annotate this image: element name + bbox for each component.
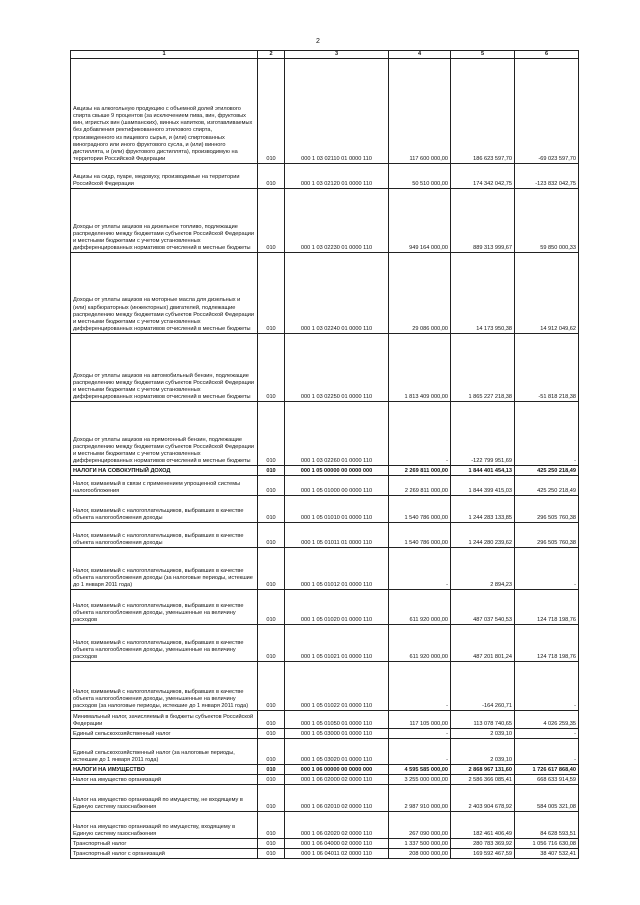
row-approved-amount: - <box>389 729 451 739</box>
row-unexecuted-amount: 1 056 716 630,08 <box>515 839 579 849</box>
row-line-code: 010 <box>258 334 285 402</box>
row-executed-amount: 186 623 597,70 <box>451 59 515 164</box>
row-executed-amount: 1 244 280 239,62 <box>451 523 515 548</box>
row-unexecuted-amount: - <box>515 548 579 590</box>
row-name: Налог, взимаемый с налогоплательщиков, выбравших в качестве объекта налогообложения доходы, уменьшенные на величину расходов (за налоговые периоды, истекшие до 1 января 2011 года) <box>71 662 258 711</box>
row-line-code: 010 <box>258 59 285 164</box>
table-row <box>71 476 579 496</box>
row-line-code: 010 <box>258 839 285 849</box>
row-approved-amount: - <box>389 662 451 711</box>
page-number: 2 <box>316 38 320 45</box>
row-unexecuted-amount: - <box>515 739 579 765</box>
row-budget-code: 000 1 03 02240 01 0000 110 <box>285 253 389 334</box>
row-line-code: 010 <box>258 739 285 765</box>
row-approved-amount: 208 000 000,00 <box>389 849 451 859</box>
table-row <box>71 523 579 548</box>
row-unexecuted-amount: 59 850 000,33 <box>515 189 579 253</box>
revenue-table <box>70 50 579 859</box>
row-budget-code: 000 1 06 04011 02 0000 110 <box>285 849 389 859</box>
row-executed-amount: 1 244 283 133,85 <box>451 496 515 523</box>
row-name: Налог, взимаемый в связи с применением упрощенной системы налогообложения <box>71 476 258 496</box>
row-approved-amount: 4 595 585 000,00 <box>389 765 451 775</box>
row-unexecuted-amount: 296 505 760,38 <box>515 523 579 548</box>
row-budget-code: 000 1 05 01020 01 0000 110 <box>285 590 389 625</box>
row-name: Доходы от уплаты акцизов на моторные масла для дизельных и (или) карбюраторных (инжекторных) двигателей, подлежащие распределению между бюджетами субъектов Российской Федерации и местными бюджетами с учетом установленных дифференцированных нормативов отчислений в местные бюджеты <box>71 253 258 334</box>
table-row <box>71 590 579 625</box>
table-row <box>71 548 579 590</box>
row-unexecuted-amount: 584 005 321,08 <box>515 785 579 812</box>
row-name: Минимальный налог, зачисляемый в бюджеты субъектов Российской Федерации <box>71 711 258 729</box>
row-line-code: 010 <box>258 548 285 590</box>
row-unexecuted-amount: 84 628 593,51 <box>515 812 579 839</box>
row-unexecuted-amount: - <box>515 729 579 739</box>
row-name: Налог на имущество организаций по имуществу, не входящему в Единую систему газоснабжения <box>71 785 258 812</box>
row-executed-amount: 2 403 904 678,92 <box>451 785 515 812</box>
row-budget-code: 000 1 06 04000 02 0000 110 <box>285 839 389 849</box>
row-budget-code: 000 1 06 00000 00 0000 000 <box>285 765 389 775</box>
row-name: Доходы от уплаты акцизов на автомобильный бензин, подлежащие распределению между бюджетами субъектов Российской Федерации и местными бюджетами с учетом установленных дифференцированных нормативов отчислений в местные бюджеты <box>71 334 258 402</box>
row-approved-amount: 1 813 409 000,00 <box>389 334 451 402</box>
row-executed-amount: 280 783 369,92 <box>451 839 515 849</box>
row-unexecuted-amount: -123 832 042,75 <box>515 164 579 189</box>
row-budget-code: 000 1 03 02110 01 0000 110 <box>285 59 389 164</box>
row-budget-code: 000 1 05 01012 01 0000 110 <box>285 548 389 590</box>
table-row <box>71 739 579 765</box>
row-approved-amount: 29 086 000,00 <box>389 253 451 334</box>
row-unexecuted-amount: 1 726 617 868,40 <box>515 765 579 775</box>
row-unexecuted-amount: 425 250 218,49 <box>515 466 579 476</box>
row-approved-amount: 50 510 000,00 <box>389 164 451 189</box>
row-name: Акцизы на сидр, пуаре, медовуху, производимые на территории Российской Федерации <box>71 164 258 189</box>
row-approved-amount: - <box>389 548 451 590</box>
table-row <box>71 812 579 839</box>
table-row <box>71 466 579 476</box>
row-budget-code: 000 1 05 03020 01 0000 110 <box>285 739 389 765</box>
table-row <box>71 59 579 164</box>
row-line-code: 010 <box>258 812 285 839</box>
column-header: 2 <box>258 51 285 59</box>
row-name: Доходы от уплаты акцизов на дизельное топливо, подлежащие распределению между бюджетами субъектов Российской Федерации и местными бюджетами с учетом установленных дифференцированных нормативов отчислений в местные бюджеты <box>71 189 258 253</box>
row-line-code: 010 <box>258 785 285 812</box>
row-budget-code: 000 1 06 02000 02 0000 110 <box>285 775 389 785</box>
row-unexecuted-amount: -69 023 597,70 <box>515 59 579 164</box>
row-line-code: 010 <box>258 711 285 729</box>
row-budget-code: 000 1 06 02020 02 0000 110 <box>285 812 389 839</box>
row-budget-code: 000 1 05 00000 00 0000 000 <box>285 466 389 476</box>
row-budget-code: 000 1 03 02230 01 0000 110 <box>285 189 389 253</box>
row-executed-amount: 487 201 801,24 <box>451 625 515 662</box>
row-name: Налог, взимаемый с налогоплательщиков, выбравших в качестве объекта налогообложения доходы <box>71 523 258 548</box>
row-unexecuted-amount: 425 250 218,49 <box>515 476 579 496</box>
row-executed-amount: 487 037 540,53 <box>451 590 515 625</box>
row-unexecuted-amount: 14 912 049,62 <box>515 253 579 334</box>
row-unexecuted-amount: - <box>515 662 579 711</box>
row-line-code: 010 <box>258 662 285 711</box>
row-budget-code: 000 1 06 02010 02 0000 110 <box>285 785 389 812</box>
row-unexecuted-amount: 668 633 914,59 <box>515 775 579 785</box>
table-row <box>71 785 579 812</box>
row-name: НАЛОГИ НА ИМУЩЕСТВО <box>71 765 258 775</box>
row-approved-amount: 2 269 811 000,00 <box>389 476 451 496</box>
row-line-code: 010 <box>258 164 285 189</box>
table-row <box>71 775 579 785</box>
row-budget-code: 000 1 05 01050 01 0000 110 <box>285 711 389 729</box>
row-name: Доходы от уплаты акцизов на прямогонный бензин, подлежащие распределению между бюджетами субъектов Российской Федерации и местными бюджетами с учетом установленных дифференцированных нормативов отчислений в местные бюджеты <box>71 402 258 466</box>
row-approved-amount: 117 105 000,00 <box>389 711 451 729</box>
row-approved-amount: 949 164 000,00 <box>389 189 451 253</box>
row-approved-amount: - <box>389 739 451 765</box>
row-line-code: 010 <box>258 466 285 476</box>
row-line-code: 010 <box>258 476 285 496</box>
table-header <box>71 51 579 59</box>
row-budget-code: 000 1 03 02120 01 0000 110 <box>285 164 389 189</box>
row-line-code: 010 <box>258 189 285 253</box>
table-row <box>71 765 579 775</box>
row-name: Налог, взимаемый с налогоплательщиков, выбравших в качестве объекта налогообложения доходы (за налоговые периоды, истекшие до 1 января 2011 года) <box>71 548 258 590</box>
row-approved-amount: 117 600 000,00 <box>389 59 451 164</box>
row-name: Налог на имущество организаций <box>71 775 258 785</box>
row-executed-amount: 2 039,10 <box>451 739 515 765</box>
row-approved-amount: 1 540 786 000,00 <box>389 496 451 523</box>
table-row <box>71 729 579 739</box>
row-name: Единый сельскохозяйственный налог (за налоговые периоды, истекшие до 1 января 2011 года) <box>71 739 258 765</box>
row-budget-code: 000 1 05 01010 01 0000 110 <box>285 496 389 523</box>
row-executed-amount: 889 313 999,67 <box>451 189 515 253</box>
row-approved-amount: 611 920 000,00 <box>389 625 451 662</box>
row-executed-amount: 1 844 401 454,13 <box>451 466 515 476</box>
table-row <box>71 496 579 523</box>
row-approved-amount: 267 090 000,00 <box>389 812 451 839</box>
row-line-code: 010 <box>258 523 285 548</box>
row-name: Налог, взимаемый с налогоплательщиков, выбравших в качестве объекта налогообложения доходы, уменьшенные на величину расходов <box>71 625 258 662</box>
row-approved-amount: 1 337 500 000,00 <box>389 839 451 849</box>
row-line-code: 010 <box>258 253 285 334</box>
row-executed-amount: 14 173 950,38 <box>451 253 515 334</box>
row-unexecuted-amount: 4 026 259,35 <box>515 711 579 729</box>
row-line-code: 010 <box>258 775 285 785</box>
table-row <box>71 402 579 466</box>
row-executed-amount: 2 039,10 <box>451 729 515 739</box>
row-executed-amount: 169 592 467,59 <box>451 849 515 859</box>
row-name: НАЛОГИ НА СОВОКУПНЫЙ ДОХОД <box>71 466 258 476</box>
row-executed-amount: 2 894,23 <box>451 548 515 590</box>
row-line-code: 010 <box>258 849 285 859</box>
row-budget-code: 000 1 05 01011 01 0000 110 <box>285 523 389 548</box>
table-row <box>71 189 579 253</box>
row-executed-amount: 1 865 227 218,38 <box>451 334 515 402</box>
column-header: 3 <box>285 51 389 59</box>
row-unexecuted-amount: -51 818 218,38 <box>515 334 579 402</box>
row-executed-amount: 182 461 406,49 <box>451 812 515 839</box>
row-name: Налог, взимаемый с налогоплательщиков, выбравших в качестве объекта налогообложения доходы, уменьшенные на величину расходов <box>71 590 258 625</box>
row-line-code: 010 <box>258 625 285 662</box>
row-executed-amount: 113 078 740,65 <box>451 711 515 729</box>
row-approved-amount: 611 920 000,00 <box>389 590 451 625</box>
table-row <box>71 662 579 711</box>
row-line-code: 010 <box>258 765 285 775</box>
row-approved-amount: - <box>389 402 451 466</box>
row-budget-code: 000 1 05 01021 01 0000 110 <box>285 625 389 662</box>
row-line-code: 010 <box>258 496 285 523</box>
row-name: Транспортный налог с организаций <box>71 849 258 859</box>
row-executed-amount: 1 844 399 415,03 <box>451 476 515 496</box>
table-row <box>71 839 579 849</box>
row-executed-amount: 2 868 967 131,60 <box>451 765 515 775</box>
row-unexecuted-amount: - <box>515 402 579 466</box>
row-name: Единый сельскохозяйственный налог <box>71 729 258 739</box>
table-row <box>71 253 579 334</box>
row-approved-amount: 2 269 811 000,00 <box>389 466 451 476</box>
row-unexecuted-amount: 124 718 198,76 <box>515 625 579 662</box>
row-unexecuted-amount: 38 407 532,41 <box>515 849 579 859</box>
row-budget-code: 000 1 05 01000 00 0000 110 <box>285 476 389 496</box>
row-approved-amount: 2 987 910 000,00 <box>389 785 451 812</box>
row-line-code: 010 <box>258 729 285 739</box>
table-row <box>71 849 579 859</box>
row-executed-amount: -122 799 951,69 <box>451 402 515 466</box>
row-budget-code: 000 1 03 02260 01 0000 110 <box>285 402 389 466</box>
row-budget-code: 000 1 03 02250 01 0000 110 <box>285 334 389 402</box>
column-header: 1 <box>71 51 258 59</box>
row-name: Акцизы на алкогольную продукцию с объемной долей этилового спирта свыше 9 процентов (за исключением пива, вин, фруктовых вин, игристых вин (шампанских), винных напитков, изготавливаемых без добавления ректификованного этилового спирта, произведенного из пищевого сырья, и (или) спиртованных виноградного или иного фруктового сусла, и (или) винного дистиллята, и (или) фруктового дистиллята), производимую на территории Российской Федерации <box>71 59 258 164</box>
table-row <box>71 625 579 662</box>
row-budget-code: 000 1 05 03000 01 0000 110 <box>285 729 389 739</box>
column-header: 6 <box>515 51 579 59</box>
table-row <box>71 164 579 189</box>
row-budget-code: 000 1 05 01022 01 0000 110 <box>285 662 389 711</box>
row-executed-amount: 2 586 366 085,41 <box>451 775 515 785</box>
row-line-code: 010 <box>258 590 285 625</box>
row-unexecuted-amount: 296 505 760,38 <box>515 496 579 523</box>
table-row <box>71 334 579 402</box>
row-name: Налог на имущество организаций по имуществу, входящему в Единую систему газоснабжения <box>71 812 258 839</box>
column-header: 5 <box>451 51 515 59</box>
row-line-code: 010 <box>258 402 285 466</box>
row-executed-amount: -164 260,71 <box>451 662 515 711</box>
row-name: Налог, взимаемый с налогоплательщиков, выбравших в качестве объекта налогообложения доходы <box>71 496 258 523</box>
row-name: Транспортный налог <box>71 839 258 849</box>
column-header: 4 <box>389 51 451 59</box>
row-unexecuted-amount: 124 718 198,76 <box>515 590 579 625</box>
row-executed-amount: 174 342 042,75 <box>451 164 515 189</box>
table-row <box>71 711 579 729</box>
row-approved-amount: 1 540 786 000,00 <box>389 523 451 548</box>
row-approved-amount: 3 255 000 000,00 <box>389 775 451 785</box>
